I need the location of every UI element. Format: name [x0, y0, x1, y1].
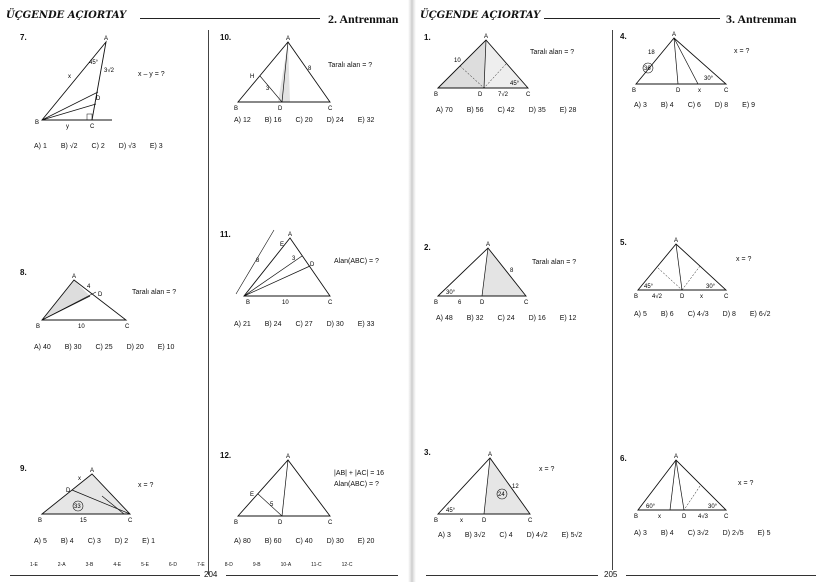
r5-choice-a[interactable]: A) 5 [634, 311, 647, 318]
r2-eight: 8 [510, 268, 514, 274]
r6-angle30: 30° [708, 504, 718, 510]
problem-7-figure [30, 30, 130, 130]
p8-four: 4 [87, 284, 91, 290]
problem-7-number: 7. [20, 33, 27, 42]
p10-choice-a[interactable]: A) 12 [234, 117, 251, 124]
p7-side-y: y [66, 124, 69, 130]
right-header-rule [544, 18, 720, 19]
r1-angle: 45° [510, 81, 520, 87]
problem-8-choices [34, 344, 188, 351]
problem-r4-choices [634, 102, 769, 109]
r4-area: 36 [644, 66, 651, 72]
answer-key-item: 2-A [57, 562, 66, 568]
r3-twelve: 12 [512, 484, 519, 490]
problem-12-figure [228, 450, 338, 530]
p7-label-b: B [35, 120, 40, 126]
problem-11-number: 11. [220, 230, 231, 239]
p10-label-d: D [278, 106, 283, 112]
r5-x: x [700, 294, 703, 300]
problem-r6-question: x = ? [738, 480, 754, 487]
r1-choice-c[interactable]: C) 42 [497, 107, 515, 114]
p11-label-d: D [310, 262, 315, 268]
p12-choice-b[interactable]: B) 60 [264, 538, 282, 545]
answer-key-item: 3-B [85, 562, 94, 568]
r4-x: x [698, 88, 701, 94]
r1-ten: 10 [454, 58, 461, 64]
left-page-number: 204 [204, 570, 218, 579]
p9-x: x [78, 476, 81, 482]
p8-choice-c[interactable]: C) 25 [95, 344, 113, 351]
left-header-title: ÜÇGENDE AÇIORTAY [6, 10, 127, 21]
r6-x: x [658, 514, 661, 520]
r3-label-d: D [482, 518, 487, 524]
r3-label-b: B [434, 518, 439, 524]
left-training-label: 2. Antrenman [328, 12, 399, 26]
r3-choice-a[interactable]: A) 3 [438, 532, 451, 539]
answer-key-item: 7-E [196, 562, 205, 568]
p9-label-a: A [90, 468, 95, 474]
problem-r3-question: x = ? [539, 466, 555, 473]
p12-label-d: D [278, 520, 283, 526]
r5-angle45: 45° [644, 284, 654, 290]
r4-choice-b[interactable]: B) 4 [660, 102, 674, 109]
p11-label-a: A [288, 232, 293, 238]
p10-choice-b[interactable]: B) 16 [264, 117, 282, 124]
p11-choice-a[interactable]: A) 21 [234, 321, 251, 328]
r4-choice-d[interactable]: D) 8 [714, 102, 729, 109]
problem-r4-question: x = ? [734, 48, 750, 55]
problem-r1-choices [436, 107, 590, 114]
p8-label-a: A [72, 274, 77, 280]
p11-choice-b[interactable]: B) 24 [264, 321, 282, 328]
problem-r2-figure [430, 238, 540, 308]
p9-choice-d[interactable]: D) 2 [114, 538, 129, 545]
r1-label-a: A [484, 34, 489, 40]
problem-11-choices [234, 321, 388, 328]
p10-choice-e[interactable]: E) 32 [357, 117, 375, 124]
problem-r4-figure [628, 30, 738, 100]
p11-choice-e[interactable]: E) 33 [357, 321, 375, 328]
problem-10-figure [228, 34, 338, 114]
problem-9-choices [34, 538, 169, 545]
p12-label-e: E [250, 492, 255, 498]
problem-r5-figure [628, 236, 738, 306]
right-column-divider [612, 30, 613, 570]
r5-label-c: C [724, 294, 729, 300]
r6-choice-a[interactable]: A) 3 [634, 530, 647, 537]
r1-label-b: B [434, 92, 439, 98]
left-column-divider [208, 30, 209, 575]
left-header-rule [140, 18, 320, 19]
p11-eight: 8 [256, 258, 260, 264]
problem-8-number: 8. [20, 268, 27, 277]
problem-7-choices [34, 143, 177, 150]
problem-r3-figure [430, 450, 540, 530]
r1-dc: 7√2 [498, 92, 508, 98]
p10-label-b: B [234, 106, 239, 112]
problem-r2-question: Taralı alan = ? [532, 259, 577, 266]
r2-choice-b[interactable]: B) 32 [466, 315, 484, 322]
r4-label-b: B [632, 88, 637, 94]
r6-label-c: C [724, 514, 729, 520]
p10-eight: 8 [308, 66, 312, 72]
r6-choice-d[interactable]: D) 2√5 [722, 530, 744, 537]
r3-choice-c[interactable]: C) 4 [499, 532, 513, 539]
r1-choice-d[interactable]: D) 35 [528, 107, 546, 114]
p10-label-a: A [286, 36, 291, 42]
p9-label-d: D [66, 488, 71, 494]
problem-r5-question: x = ? [736, 256, 752, 263]
r6-label-a: A [674, 454, 679, 460]
p9-choice-a[interactable]: A) 5 [34, 538, 47, 545]
problem-9-figure [30, 466, 140, 526]
p7-choice-d[interactable]: D) √3 [118, 143, 136, 150]
left-footer-rule [10, 575, 200, 576]
p12-choice-c[interactable]: C) 40 [295, 538, 313, 545]
problem-12-question-2: Alan(ABC) = ? [334, 481, 379, 488]
p7-choice-e[interactable]: E) 3 [149, 143, 163, 150]
p8-label-b: B [36, 324, 41, 330]
r1-label-d: D [478, 92, 483, 98]
problem-r1-number: 1. [424, 33, 431, 42]
p8-label-c: C [125, 324, 130, 330]
r3-label-a: A [488, 452, 493, 458]
r2-label-d: D [480, 300, 485, 306]
r6-choice-c[interactable]: C) 3√2 [687, 530, 709, 537]
problem-7-question: x – y = ? [138, 71, 165, 78]
answer-key-item: 10-A [280, 562, 292, 568]
r6-dc: 4√3 [698, 514, 708, 520]
right-page-number: 205 [604, 570, 618, 579]
p9-label-c: C [128, 518, 133, 524]
p7-choice-a[interactable]: A) 1 [34, 143, 47, 150]
problem-r4-number: 4. [620, 32, 627, 41]
r2-label-a: A [486, 242, 491, 248]
r2-choice-d[interactable]: D) 16 [528, 315, 546, 322]
problem-r1-figure [430, 32, 540, 102]
r3-angle: 45° [446, 508, 456, 514]
p12-choice-e[interactable]: E) 20 [357, 538, 375, 545]
p11-label-e: E [280, 242, 285, 248]
r4-label-a: A [672, 32, 677, 38]
p10-three: 3 [266, 86, 270, 92]
problem-r5-choices [634, 311, 784, 318]
answer-key-item: 8-D [224, 562, 233, 568]
p9-choice-b[interactable]: B) 4 [60, 538, 74, 545]
r2-angle: 30° [446, 290, 456, 296]
p9-base: 15 [80, 518, 87, 524]
problem-r6-number: 6. [620, 454, 627, 463]
r2-choice-a[interactable]: A) 48 [436, 315, 453, 322]
r5-choice-b[interactable]: B) 6 [660, 311, 674, 318]
problem-8-question: Taralı alan = ? [132, 289, 177, 296]
problem-11-figure [228, 226, 338, 306]
answer-key-item: 9-B [252, 562, 261, 568]
p7-choice-b[interactable]: B) √2 [60, 143, 78, 150]
p7-label-c: C [90, 124, 95, 130]
p12-label-c: C [328, 520, 333, 526]
p8-choice-e[interactable]: E) 10 [157, 344, 175, 351]
problem-8-figure [30, 272, 140, 332]
p12-label-a: A [286, 454, 291, 460]
problem-r6-figure [628, 452, 738, 522]
r2-label-c: C [524, 300, 529, 306]
r4-label-d: D [676, 88, 681, 94]
p7-label-a: A [104, 36, 109, 42]
r5-bd: 4√2 [652, 294, 662, 300]
answer-key-item: 4-E [113, 562, 122, 568]
p10-label-h: H [250, 74, 255, 80]
answer-key-item: 5-E [141, 562, 149, 568]
r6-label-b: B [634, 514, 639, 520]
r3-choice-d[interactable]: D) 4√2 [526, 532, 548, 539]
p8-choice-d[interactable]: D) 20 [126, 344, 144, 351]
problem-12-number: 12. [220, 451, 232, 460]
r4-angle: 30° [704, 76, 714, 82]
right-training-label: 3. Antrenman [726, 12, 797, 26]
r1-choice-e[interactable]: E) 28 [559, 107, 577, 114]
r5-choice-d[interactable]: D) 8 [722, 311, 736, 318]
r4-label-c: C [724, 88, 729, 94]
r3-area: 24 [498, 492, 505, 498]
p11-choice-d[interactable]: D) 30 [326, 321, 344, 328]
p8-ten: 10 [78, 324, 85, 330]
p11-label-c: C [328, 300, 333, 306]
problem-r2-number: 2. [424, 243, 431, 252]
problem-10-choices [234, 117, 388, 124]
p7-side-x: x [68, 74, 71, 80]
r1-choice-a[interactable]: A) 70 [436, 107, 453, 114]
p9-label-b: B [38, 518, 43, 524]
p11-three: 3 [292, 256, 296, 262]
p7-angle: 45° [89, 60, 99, 66]
p11-choice-c[interactable]: C) 27 [295, 321, 313, 328]
r4-choice-e[interactable]: E) 9 [742, 102, 755, 109]
problem-r3-number: 3. [424, 448, 431, 457]
answer-key [30, 562, 372, 568]
r6-choice-b[interactable]: B) 4 [660, 530, 674, 537]
p12-choice-a[interactable]: A) 80 [234, 538, 251, 545]
problem-9-number: 9. [20, 464, 27, 473]
p11-label-b: B [246, 300, 251, 306]
r2-six: 6 [458, 300, 462, 306]
problem-10-question: Taralı alan = ? [328, 62, 373, 69]
r4-choice-a[interactable]: A) 3 [634, 102, 647, 109]
p8-choice-a[interactable]: A) 40 [34, 344, 51, 351]
r5-label-d: D [680, 294, 685, 300]
problem-12-question-1: |AB| + |AC| = 16 [334, 470, 385, 477]
r6-choice-e[interactable]: E) 5 [757, 530, 771, 537]
p8-choice-b[interactable]: B) 30 [64, 344, 82, 351]
p10-label-c: C [328, 106, 333, 112]
p9-choice-e[interactable]: E) 1 [142, 538, 155, 545]
problem-r2-choices [436, 315, 590, 322]
problem-r5-number: 5. [620, 238, 627, 247]
p10-choice-d[interactable]: D) 24 [326, 117, 344, 124]
problem-10-number: 10. [220, 33, 232, 42]
r5-angle30: 30° [706, 284, 716, 290]
r1-choice-b[interactable]: B) 56 [466, 107, 484, 114]
problem-r3-choices [438, 532, 596, 539]
left-footer-rule-2 [226, 575, 398, 576]
p8-label-d: D [98, 292, 103, 298]
r5-choice-c[interactable]: C) 4√3 [687, 311, 709, 318]
answer-key-item: 11-C [311, 562, 322, 568]
right-footer-rule-2 [626, 575, 816, 576]
problem-r6-choices [634, 530, 784, 537]
right-header-title: ÜÇGENDE AÇIORTAY [420, 10, 541, 21]
problem-9-question: x = ? [138, 482, 154, 489]
p10-choice-c[interactable]: C) 20 [295, 117, 313, 124]
r6-label-d: D [682, 514, 687, 520]
r2-choice-e[interactable]: E) 12 [559, 315, 577, 322]
p11-ten: 10 [282, 300, 289, 306]
problem-12-choices [234, 538, 388, 545]
r5-choice-e[interactable]: E) 6√2 [749, 311, 771, 318]
r3-x: x [460, 518, 463, 524]
r2-label-b: B [434, 300, 439, 306]
r5-label-a: A [674, 238, 679, 244]
r3-choice-e[interactable]: E) 5√2 [561, 532, 583, 539]
p7-choice-c[interactable]: C) 2 [91, 143, 105, 150]
problem-11-question: Alan(ABC) = ? [334, 258, 379, 265]
answer-key-item: 12-C [341, 562, 353, 568]
answer-key-item: 6-D [168, 562, 177, 568]
r3-label-c: C [528, 518, 533, 524]
p12-choice-d[interactable]: D) 30 [326, 538, 344, 545]
r2-choice-c[interactable]: C) 24 [497, 315, 515, 322]
r4-eighteen: 18 [648, 50, 655, 56]
p9-area: 33 [74, 504, 81, 510]
answer-key-item: 1-E [30, 562, 38, 568]
r6-angle60: 60° [646, 504, 656, 510]
r3-choice-b[interactable]: B) 3√2 [464, 532, 486, 539]
right-footer-rule [426, 575, 598, 576]
p7-side-ad: 3√2 [104, 68, 114, 74]
book-spine [408, 0, 416, 582]
p9-choice-c[interactable]: C) 3 [87, 538, 101, 545]
r1-label-c: C [526, 92, 531, 98]
p7-label-d: D [96, 96, 101, 102]
r5-label-b: B [634, 294, 639, 300]
p12-label-b: B [234, 520, 239, 526]
r4-choice-c[interactable]: C) 6 [687, 102, 701, 109]
problem-r1-question: Taralı alan = ? [530, 49, 575, 56]
p12-five: 5 [270, 502, 274, 508]
